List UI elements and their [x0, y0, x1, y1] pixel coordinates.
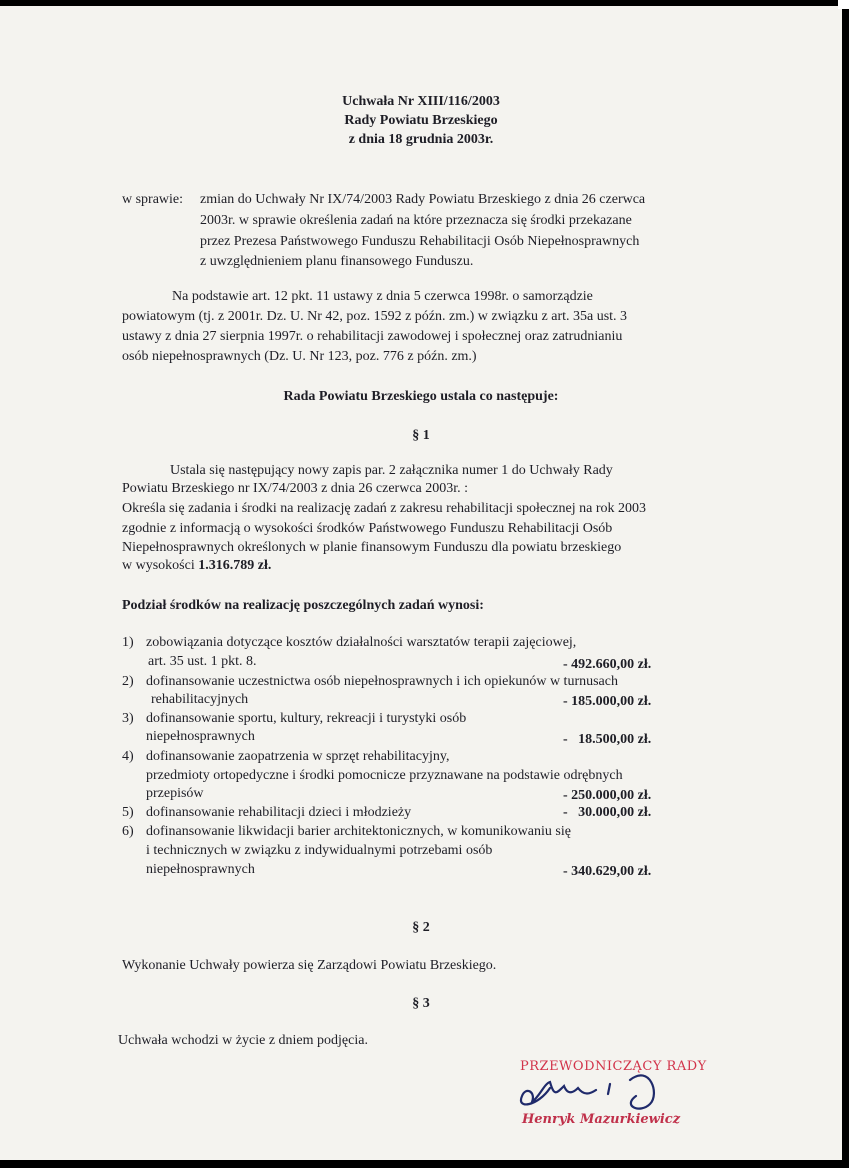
subject-line: 2003r. w sprawie określenia zadań na które przeznacza się środki przekazane	[200, 213, 632, 228]
list-item-line: dofinansowanie rehabilitacji dzieci i młodzieży	[146, 805, 412, 820]
section-1-symbol: § 1	[412, 428, 430, 443]
section-2-symbol: § 2	[412, 920, 430, 935]
subject-line: przez Prezesa Państwowego Funduszu Rehabilitacji Osób Niepełnosprawnych	[200, 234, 640, 249]
council-name: Rady Powiatu Brzeskiego	[344, 113, 498, 128]
list-item-amount: - 492.660,00 zł.	[563, 657, 652, 672]
list-item-line: art. 35 ust. 1 pkt. 8.	[148, 654, 257, 669]
document-page	[0, 6, 842, 1160]
list-item-line: niepełnosprawnych	[146, 729, 255, 744]
list-item-number: 5)	[122, 805, 134, 820]
list-item-line: dofinansowanie uczestnictwa osób niepełnosprawnych i ich opiekunów w turnusach	[146, 674, 618, 689]
basis-line: ustawy z dnia 27 sierpnia 1997r. o rehabilitacji zawodowej i społecznej oraz zatrudnianiu	[122, 329, 623, 344]
list-item-number: 6)	[122, 824, 134, 839]
section-3-symbol: § 3	[412, 996, 430, 1011]
list-item-number: 3)	[122, 711, 134, 726]
list-item-line: dofinansowanie sportu, kultury, rekreacji i turystyki osób	[146, 711, 467, 726]
list-item-line: zobowiązania dotyczące kosztów działalności warsztatów terapii zajęciowej,	[146, 635, 577, 650]
subject-label: w sprawie:	[122, 192, 184, 207]
list-item-amount: - 250.000,00 zł.	[563, 788, 652, 803]
section-1-line: zgodnie z informacją o wysokości środków Państwowego Funduszu Rehabilitacji Osób	[122, 521, 613, 536]
section-1-line: Niepełnosprawnych określonych w planie finansowym Funduszu dla powiatu brzeskiego	[122, 540, 622, 555]
signature-stamp-name: Henryk Mazurkiewicz	[522, 1112, 681, 1127]
list-item-line: i technicznych w związku z indywidualnymi potrzebami osób	[146, 843, 493, 858]
total-prefix: w wysokości	[122, 558, 199, 573]
list-item-line: przepisów	[146, 786, 204, 801]
list-item-amount: - 18.500,00 zł.	[563, 732, 652, 747]
list-item-amount: - 30.000,00 zł.	[563, 805, 652, 820]
list-item-line: dofinansowanie zaopatrzenia w sprzęt rehabilitacyjny,	[146, 749, 450, 764]
list-item-amount: - 185.000,00 zł.	[563, 694, 652, 709]
resolution-date: z dnia 18 grudnia 2003r.	[348, 132, 494, 147]
section-1-line: Ustala się następujący nowy zapis par. 2 załącznika numer 1 do Uchwały Rady	[170, 463, 613, 478]
list-item-number: 4)	[122, 749, 134, 764]
basis-line: Na podstawie art. 12 pkt. 11 ustawy z dnia 5 czerwca 1998r. o samorządzie	[172, 289, 593, 304]
section-3-text: Uchwała wchodzi w życie z dniem podjęcia.	[118, 1033, 368, 1048]
list-item-amount: - 340.629,00 zł.	[563, 864, 652, 879]
list-item-line: dofinansowanie likwidacji barier architektonicznych, w komunikowaniu się	[146, 824, 571, 839]
list-item-line: rehabilitacyjnych	[151, 692, 249, 707]
signature-stamp-role: PRZEWODNICZĄCY RADY	[520, 1059, 707, 1074]
total-line	[122, 558, 271, 574]
resolve-heading: Rada Powiatu Brzeskiego ustala co następuje:	[283, 389, 559, 404]
list-item-number: 1)	[122, 635, 134, 650]
list-item-number: 2)	[122, 674, 134, 689]
distribution-heading: Podział środków na realizację poszczególnych zadań wynosi:	[122, 598, 484, 613]
section-1-line: Określa się zadania i środki na realizację zadań z zakresu rehabilitacji społecznej na rok 2003	[122, 501, 646, 516]
resolution-number: Uchwała Nr XIII/116/2003	[342, 94, 500, 109]
list-item-line: przedmioty ortopedyczne i środki pomocnicze przyznawane na podstawie odrębnych	[146, 768, 623, 783]
basis-line: osób niepełnosprawnych (Dz. U. Nr 123, poz. 776 z późn. zm.)	[122, 349, 477, 364]
list-item-line: niepełnosprawnych	[146, 862, 255, 877]
basis-line: powiatowym (tj. z 2001r. Dz. U. Nr 42, poz. 1592 z późn. zm.) w związku z art. 35a ust. 3	[122, 309, 628, 324]
total-amount: 1.316.789 zł.	[198, 558, 272, 573]
section-2-text: Wykonanie Uchwały powierza się Zarządowi Powiatu Brzeskiego.	[122, 958, 497, 973]
subject-line: z uwzględnieniem planu finansowego Funduszu.	[200, 254, 474, 269]
scan-corner	[838, 0, 849, 9]
section-1-line: Powiatu Brzeskiego nr IX/74/2003 z dnia 26 czerwca 2003r. :	[122, 481, 469, 496]
subject-line: zmian do Uchwały Nr IX/74/2003 Rady Powiatu Brzeskiego z dnia 26 czerwca	[200, 192, 646, 207]
